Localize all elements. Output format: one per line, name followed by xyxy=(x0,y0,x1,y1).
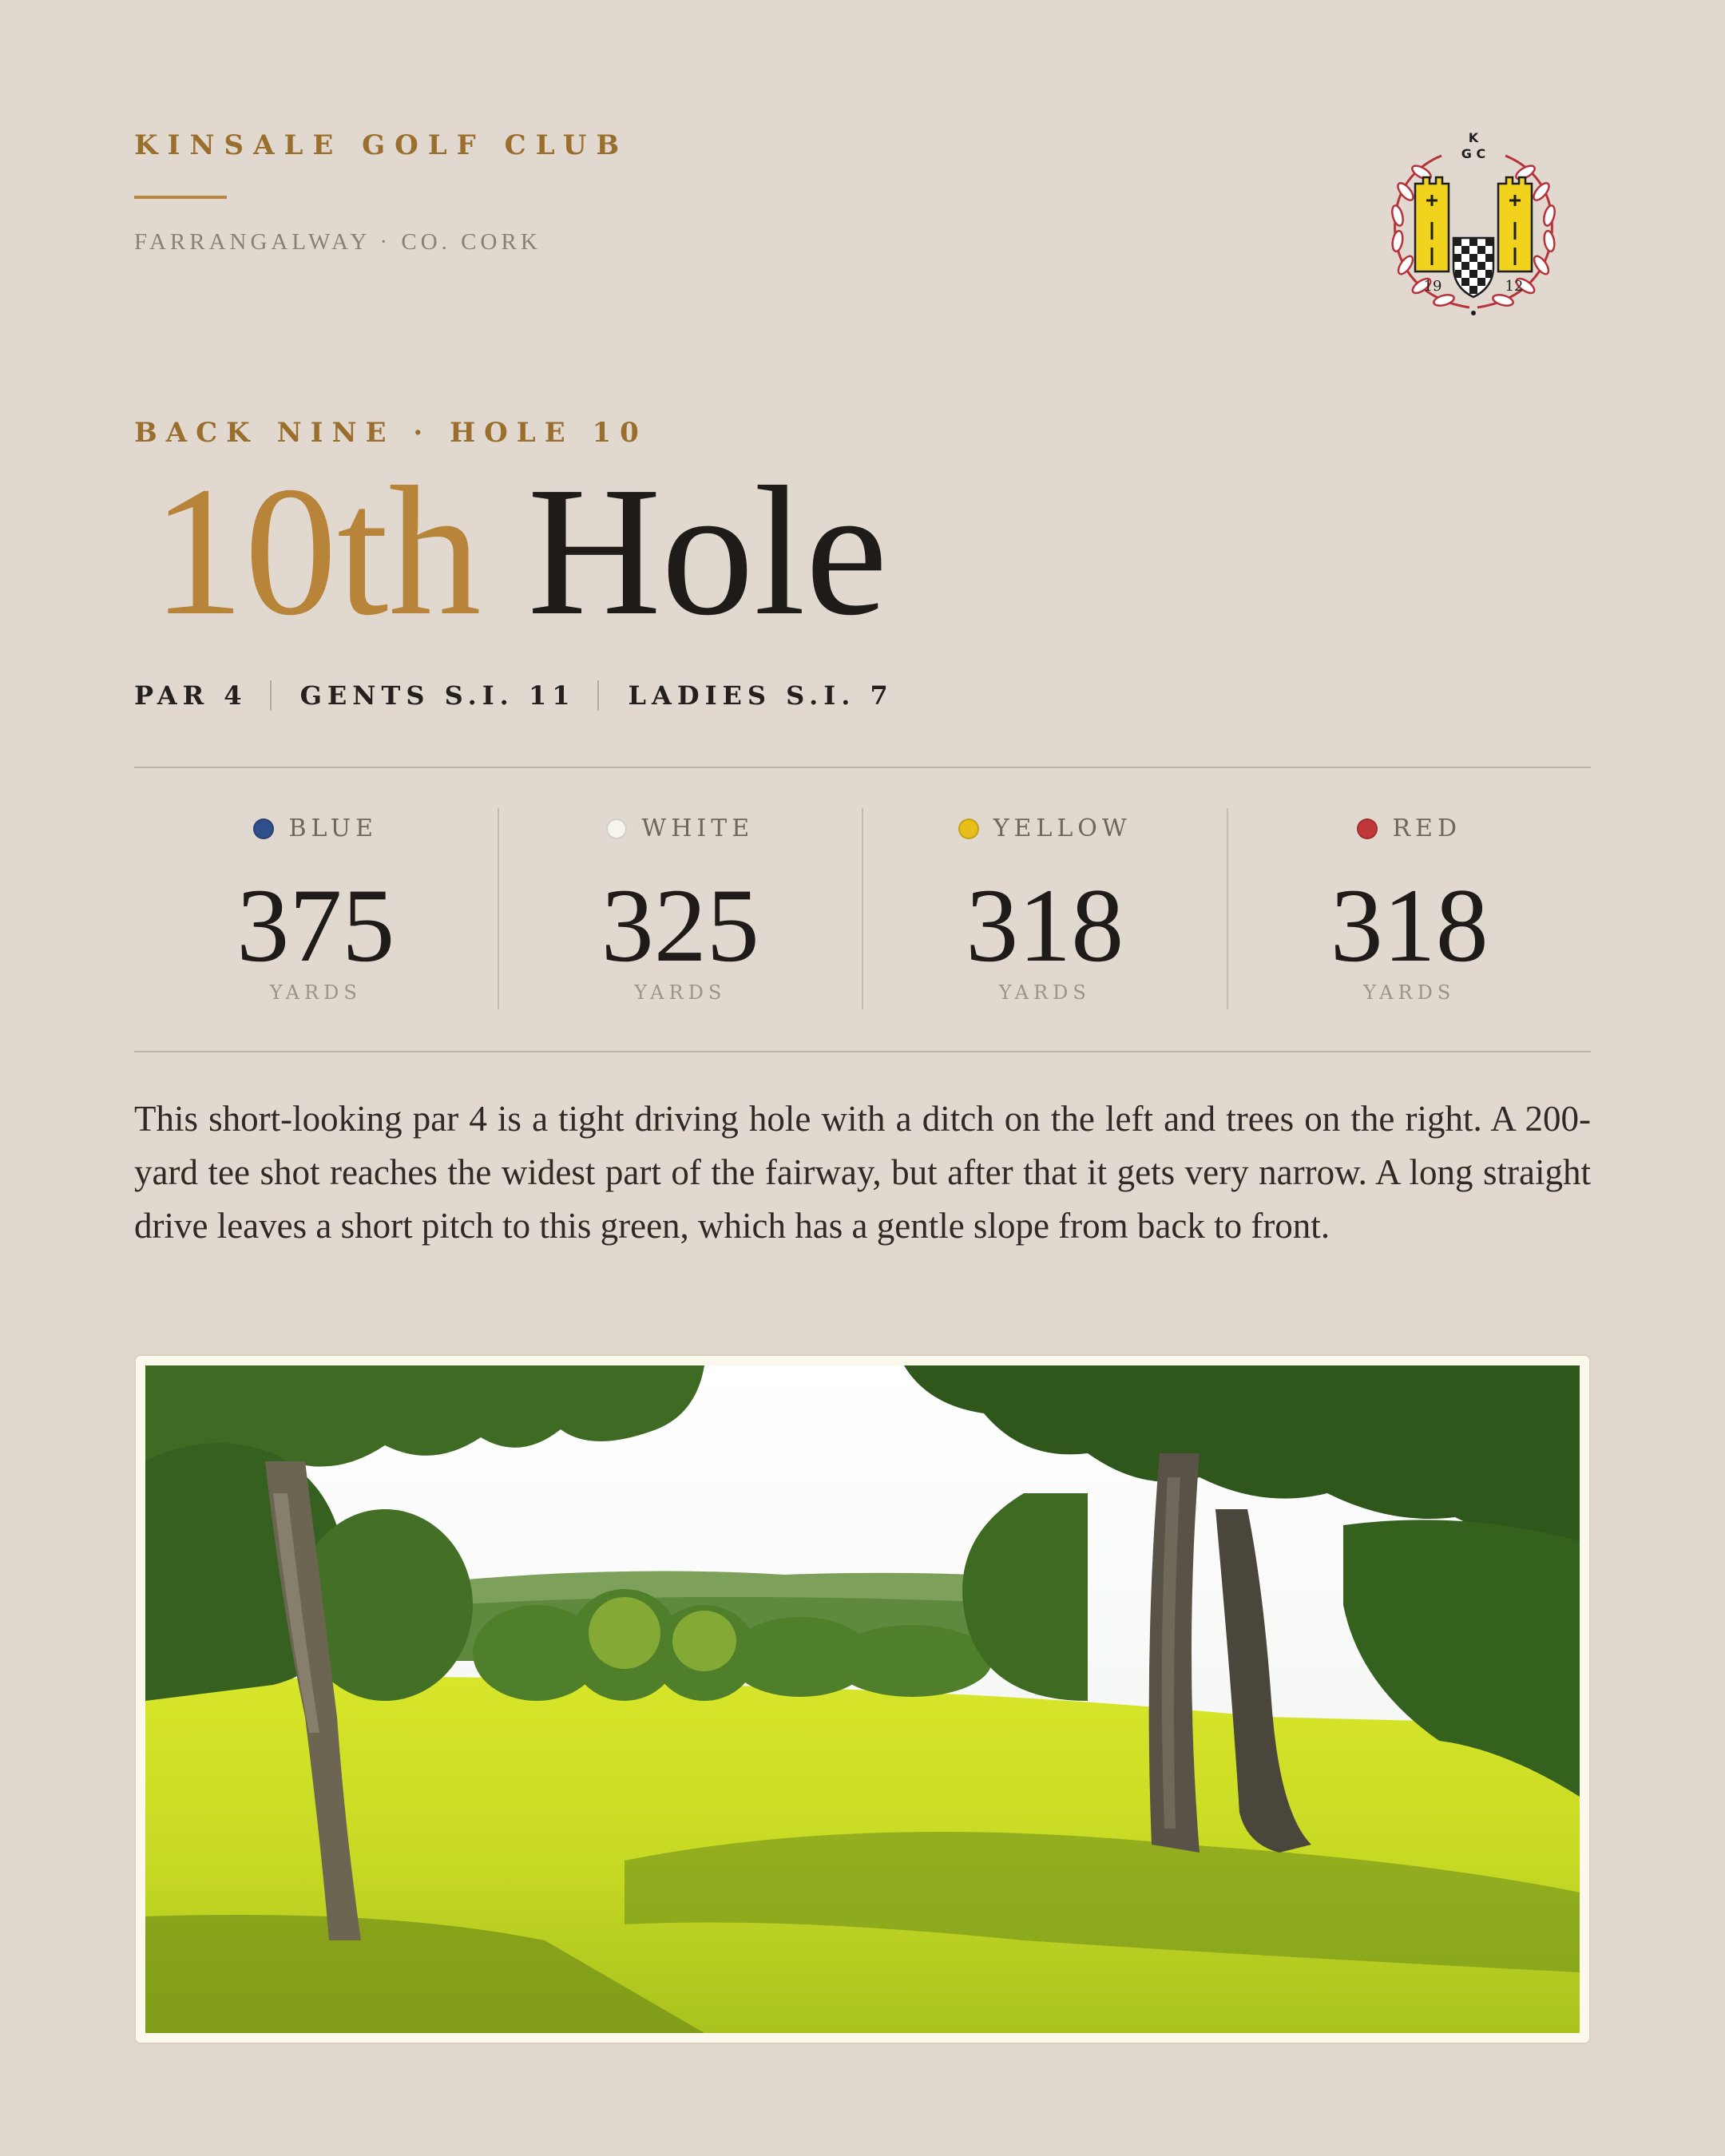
tee-yards: 375 xyxy=(236,866,395,984)
tee-unit: YARDS xyxy=(269,981,362,1004)
tee-blue xyxy=(134,808,498,1009)
tee-label xyxy=(134,814,498,842)
tee-white xyxy=(498,808,862,1009)
crest-year-left: 19 xyxy=(1423,278,1442,295)
tee-name: RED xyxy=(1392,814,1462,842)
hole-photo-frame xyxy=(134,1354,1591,2044)
tees-bottom-rule xyxy=(134,1051,1591,1052)
par-label: PAR 4 xyxy=(134,680,248,711)
tee-yards: 325 xyxy=(601,866,759,984)
tee-yards: 318 xyxy=(1330,866,1489,984)
tee-color-dot xyxy=(253,818,274,839)
tee-name: YELLOW xyxy=(993,814,1132,842)
tee-red xyxy=(1227,808,1592,1009)
meta-divider xyxy=(270,680,272,711)
hole-description: This short-looking par 4 is a tight driving hole with a ditch on the left and trees on the right. A 200-yard tee shot reaches the widest part of the fairway, but after that it gets very narrow. A long straight drive leaves a short pitch to this green, which has a gentle slope from back to front. xyxy=(134,1099,1591,1246)
tees-top-rule xyxy=(134,767,1591,768)
hole-page xyxy=(134,0,1591,2156)
tee-unit: YARDS xyxy=(1363,981,1456,1004)
tee-name: BLUE xyxy=(288,814,378,842)
tee-color-dot xyxy=(606,818,627,839)
ladies-stroke-index: LADIES S.I. 7 xyxy=(628,680,894,711)
svg-text:K: K xyxy=(1468,130,1479,145)
tee-name: WHITE xyxy=(641,814,755,842)
tee-yardages xyxy=(134,808,1591,1009)
hole-title xyxy=(152,449,888,654)
tee-label xyxy=(1228,814,1592,842)
gents-stroke-index: GENTS S.I. 11 xyxy=(299,680,576,711)
club-location: FARRANGALWAY · CO. CORK xyxy=(134,229,541,255)
tee-label xyxy=(499,814,862,842)
tee-color-dot xyxy=(1357,818,1378,839)
hole-title-number: 10th xyxy=(152,449,482,654)
meta-divider xyxy=(597,680,599,711)
tee-yards: 318 xyxy=(966,866,1124,984)
club-name: KINSALE GOLF CLUB xyxy=(134,129,629,161)
tee-label xyxy=(863,814,1227,842)
tee-unit: YARDS xyxy=(634,981,727,1004)
hole-meta xyxy=(134,680,894,711)
club-name-rule xyxy=(134,196,227,199)
tee-color-dot xyxy=(958,818,979,839)
hole-kicker: BACK NINE · HOLE 10 xyxy=(134,417,648,449)
tee-unit: YARDS xyxy=(998,981,1091,1004)
tee-yellow xyxy=(862,808,1227,1009)
hole-title-word: Hole xyxy=(527,449,888,654)
club-crest-icon xyxy=(1374,128,1573,327)
fairway-photo xyxy=(145,1365,1580,2033)
crest-year-right: 12 xyxy=(1505,278,1524,295)
svg-text:G C: G C xyxy=(1461,146,1486,161)
